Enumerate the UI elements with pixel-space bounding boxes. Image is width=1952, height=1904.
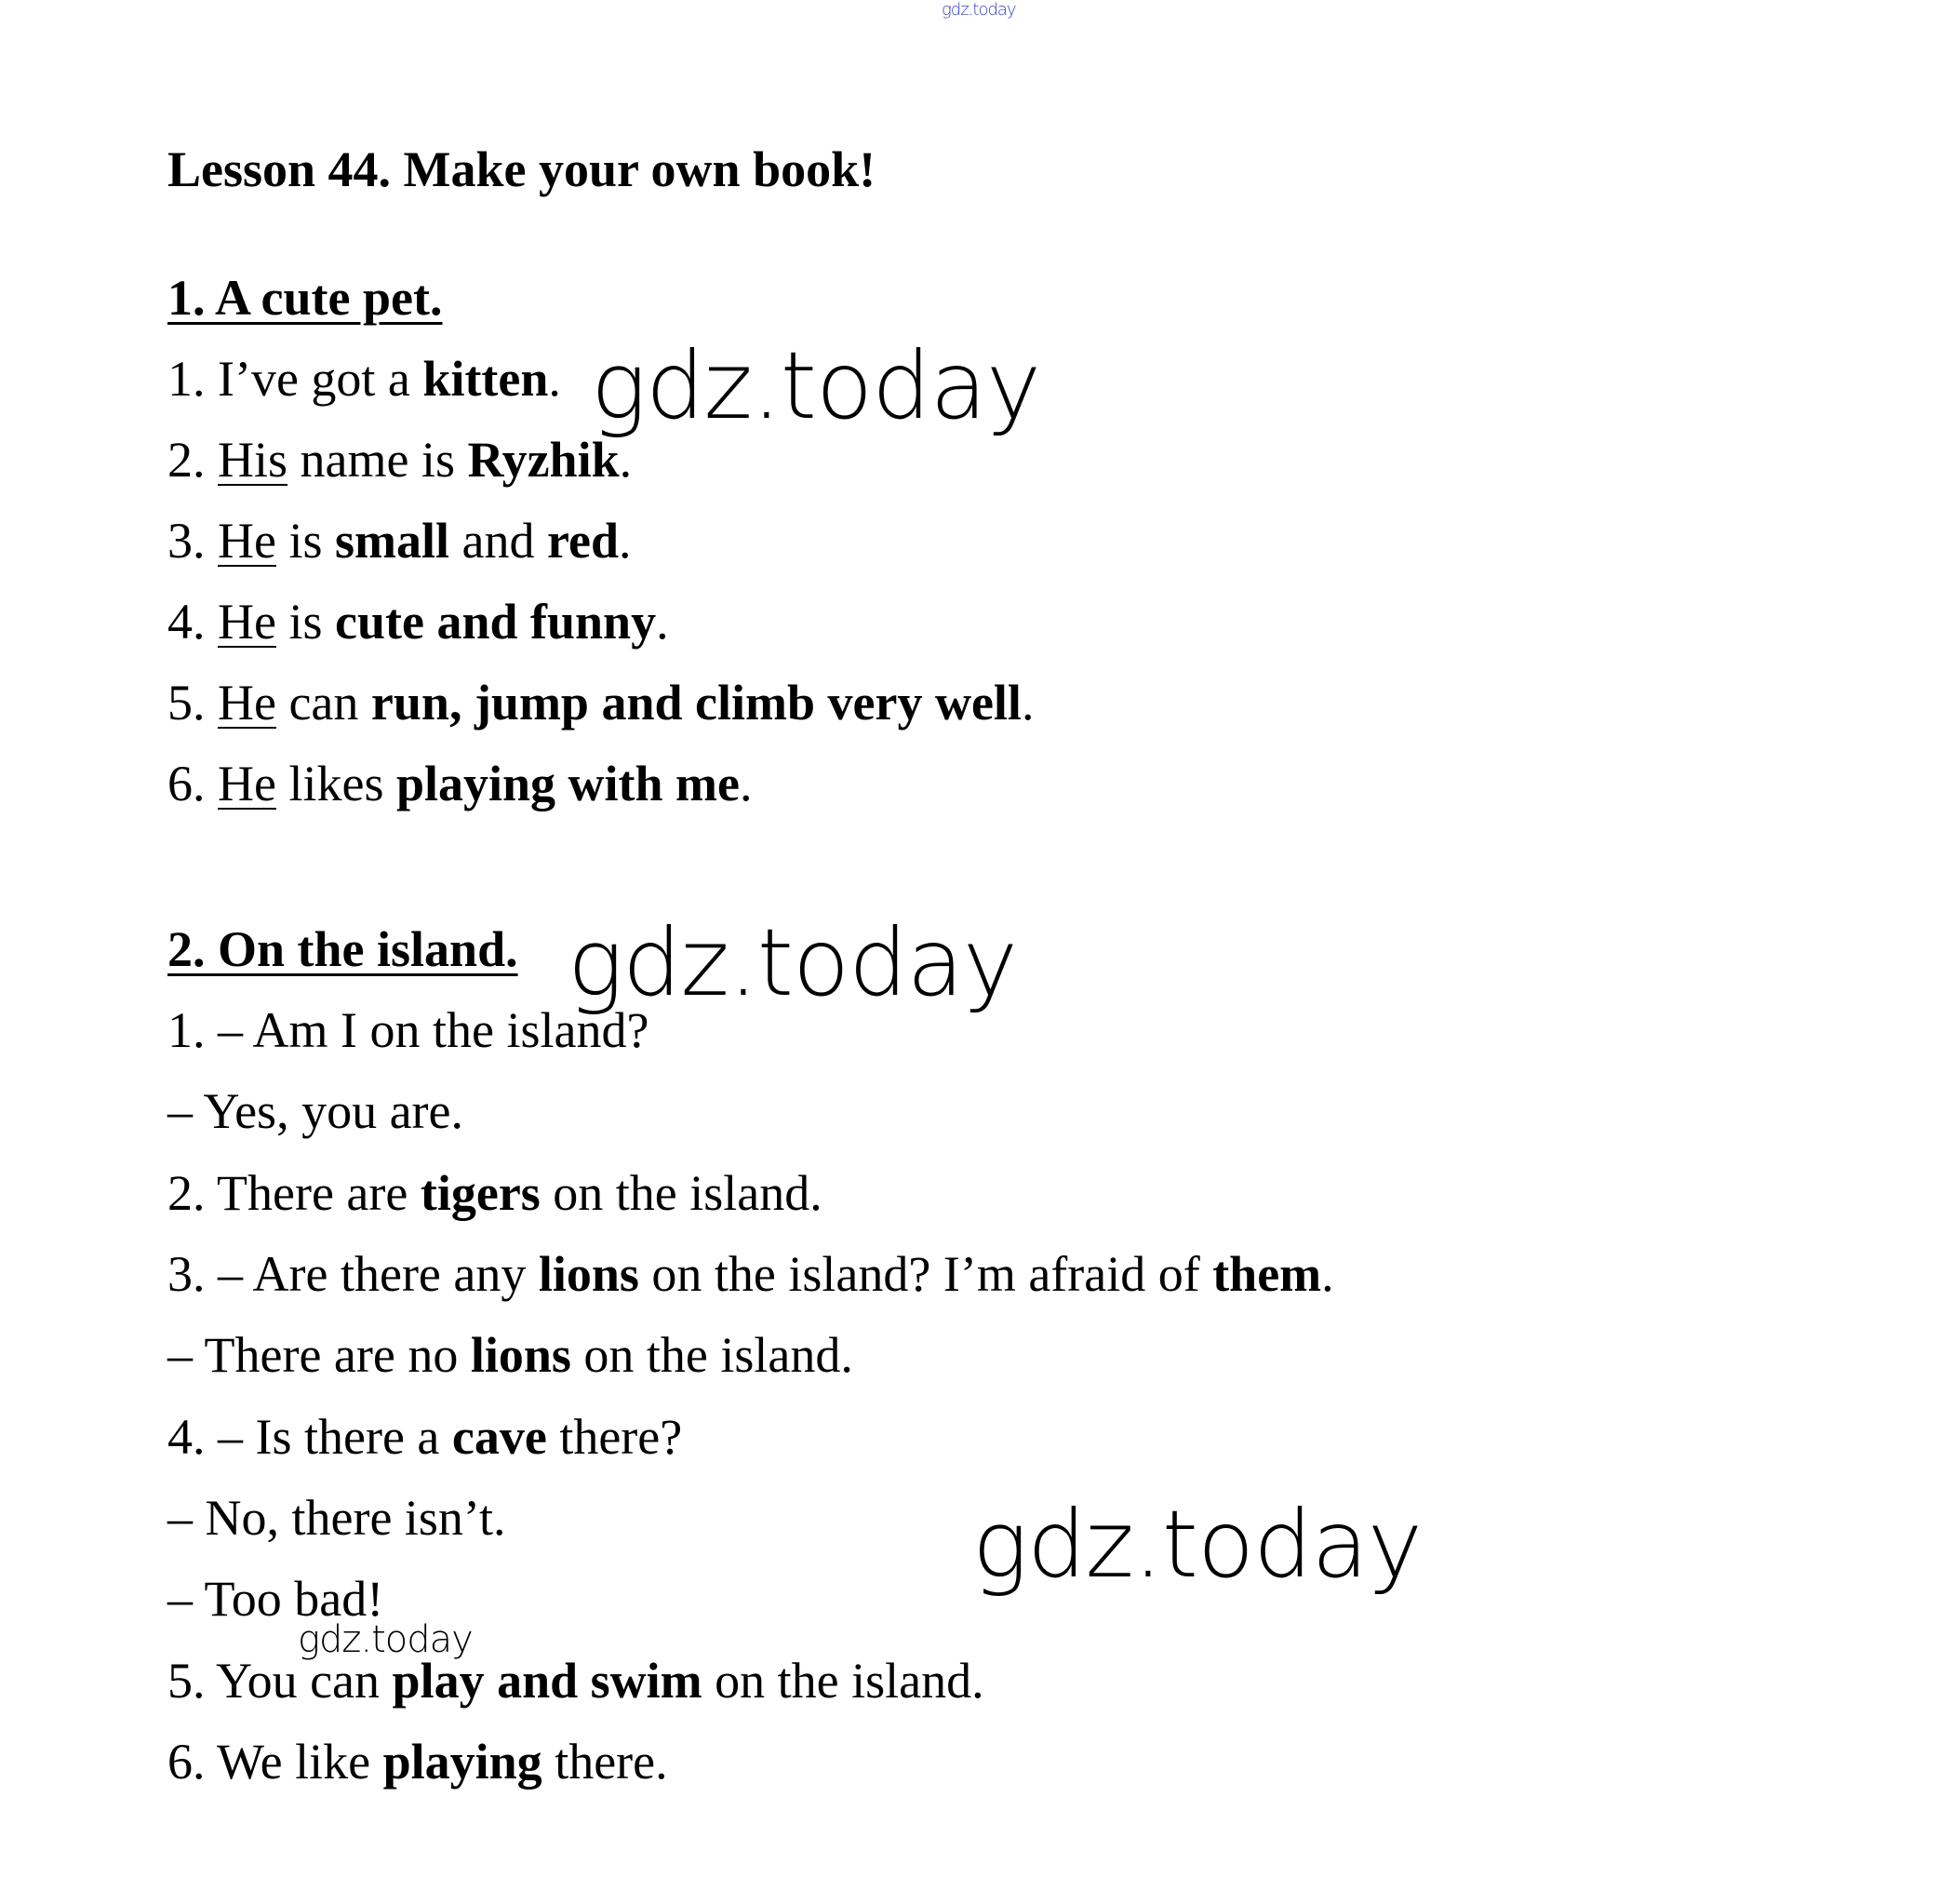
section-2-line-2: – Yes, you are. (167, 1083, 463, 1139)
section-2-line-4: 3. – Are there any lions on the island? I’m afraid of them. (167, 1246, 1334, 1302)
section-2-line-6: 4. – Is there a cave there? (167, 1409, 683, 1465)
section-1-line-4: 4. He is cute and funny. (167, 594, 669, 650)
section-2-line-9: 5. You can play and swim on the island. (167, 1653, 984, 1709)
section-1-line-3: 3. He is small and red. (167, 513, 632, 569)
watermark-3: gdz.today (972, 1490, 1423, 1599)
section-2-line-1: 1. – Am I on the island? (167, 1002, 649, 1058)
section-2-line-8: – Too bad! (167, 1571, 384, 1627)
section-2-line-5: – There are no lions on the island. (167, 1327, 853, 1383)
section-1-line-1: 1. I’ve got a kitten. (167, 351, 561, 407)
section-2-line-7: – No, there isn’t. (167, 1490, 506, 1546)
watermark-2: gdz.today (568, 908, 1018, 1017)
section-2-line-3: 2. There are tigers on the island. (167, 1165, 822, 1221)
section-1-heading: 1. A cute pet. (167, 270, 443, 326)
watermark-4: gdz.today (298, 1618, 473, 1661)
watermark-1: gdz.today (591, 331, 1041, 440)
section-2-heading: 2. On the island. (167, 921, 518, 977)
section-1-line-6: 6. He likes playing with me. (167, 756, 753, 811)
section-2-line-10: 6. We like playing there. (167, 1734, 668, 1790)
section-1-line-2: 2. His name is Ryzhik. (167, 432, 633, 488)
section-1-line-5: 5. He can run, jump and climb very well. (167, 675, 1035, 731)
watermark-top: gdz.today (942, 0, 1016, 20)
lesson-title: Lesson 44. Make your own book! (167, 141, 876, 197)
